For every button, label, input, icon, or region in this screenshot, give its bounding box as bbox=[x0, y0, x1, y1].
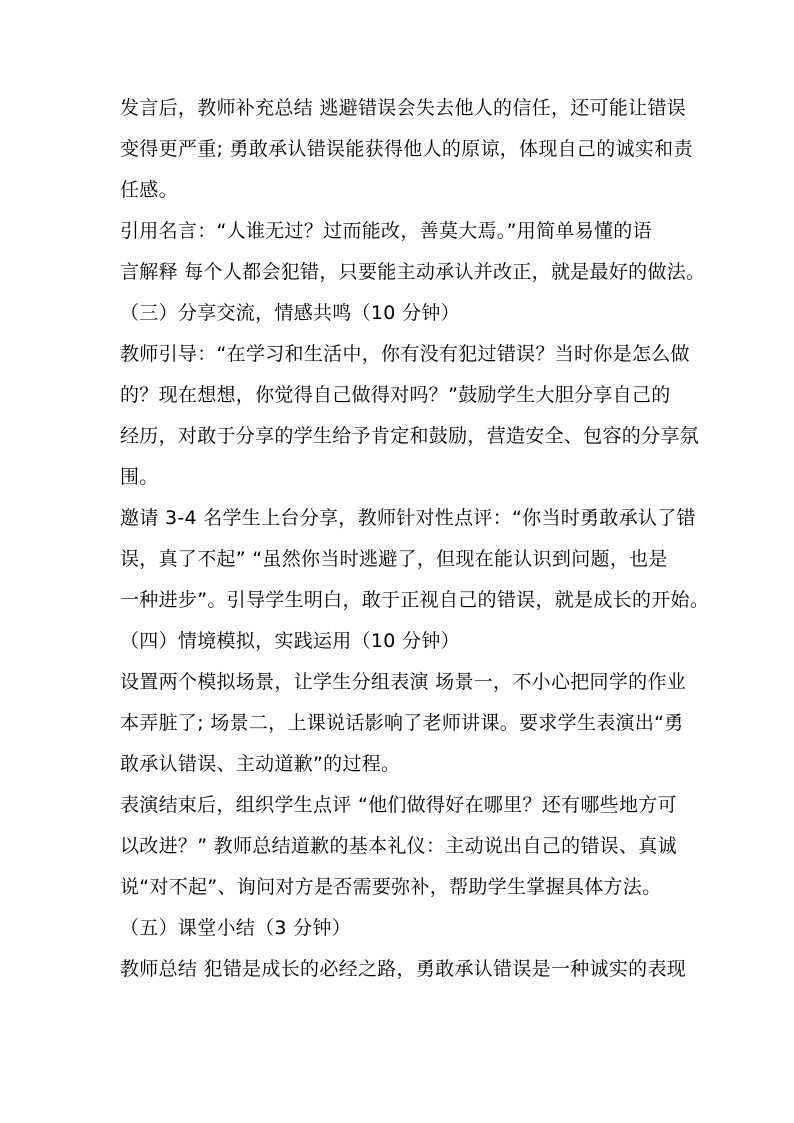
document-body bbox=[120, 92, 710, 994]
section-heading: （四）情境模拟，实践运用（10 分钟） bbox=[120, 630, 460, 652]
text-line: 任感。 bbox=[120, 179, 178, 201]
text-line: 敢承认错误、主动道歉”的过程。 bbox=[120, 753, 401, 775]
section-heading: （三）分享交流，情感共鸣（10 分钟） bbox=[120, 302, 460, 324]
text-line: 一种进步”。引导学生明白，敢于正视自己的错误，就是成长的开始。 bbox=[120, 589, 710, 611]
text-line: 邀请 3-4 名学生上台分享，教师针对性点评：“你当时勇敢承认了错 bbox=[120, 507, 696, 529]
text-line: 围。 bbox=[120, 466, 159, 488]
text-line: 言解释 每个人都会犯错，只要能主动承认并改正，就是最好的做法。 bbox=[120, 261, 706, 283]
text-line: 经历，对敢于分享的学生给予肯定和鼓励，营造安全、包容的分享氛 bbox=[120, 425, 700, 447]
text-line: 设置两个模拟场景，让学生分组表演 场景一，不小心把同学的作业 bbox=[120, 671, 687, 693]
text-line: 教师引导：“在学习和生活中，你有没有犯过错误？当时你是怎么做 bbox=[120, 343, 690, 365]
text-line: 说“对不起”、询问对方是否需要弥补，帮助学生掌握具体方法。 bbox=[120, 876, 662, 898]
text-line: 发言后，教师补充总结 逃避错误会失去他人的信任，还可能让错误 bbox=[120, 97, 687, 119]
text-line: 误，真了不起” “虽然你当时逃避了，但现在能认识到问题，也是 bbox=[120, 548, 668, 570]
text-line: 教师总结 犯错是成长的必经之路，勇敢承认错误是一种诚实的表现 bbox=[120, 958, 687, 980]
text-line: 本弄脏了; 场景二，上课说话影响了老师讲课。要求学生表演出“勇 bbox=[120, 712, 684, 734]
text-line: 以改进？” 教师总结道歉的基本礼仪：主动说出自己的错误、真诚 bbox=[120, 835, 677, 857]
text-line: 变得更严重; 勇敢承认错误能获得他人的原谅，体现自己的诚实和责 bbox=[120, 138, 693, 160]
text-line: 引用名言：“人谁无过？过而能改，善莫大焉。”用简单易懂的语 bbox=[120, 220, 652, 242]
section-heading: （五）课堂小结（3 分钟） bbox=[120, 917, 352, 939]
text-line: 的？现在想想，你觉得自己做得对吗？”鼓励学生大胆分享自己的 bbox=[120, 384, 671, 406]
text-line: 表演结束后，组织学生点评 “他们做得好在哪里？还有哪些地方可 bbox=[120, 794, 677, 816]
